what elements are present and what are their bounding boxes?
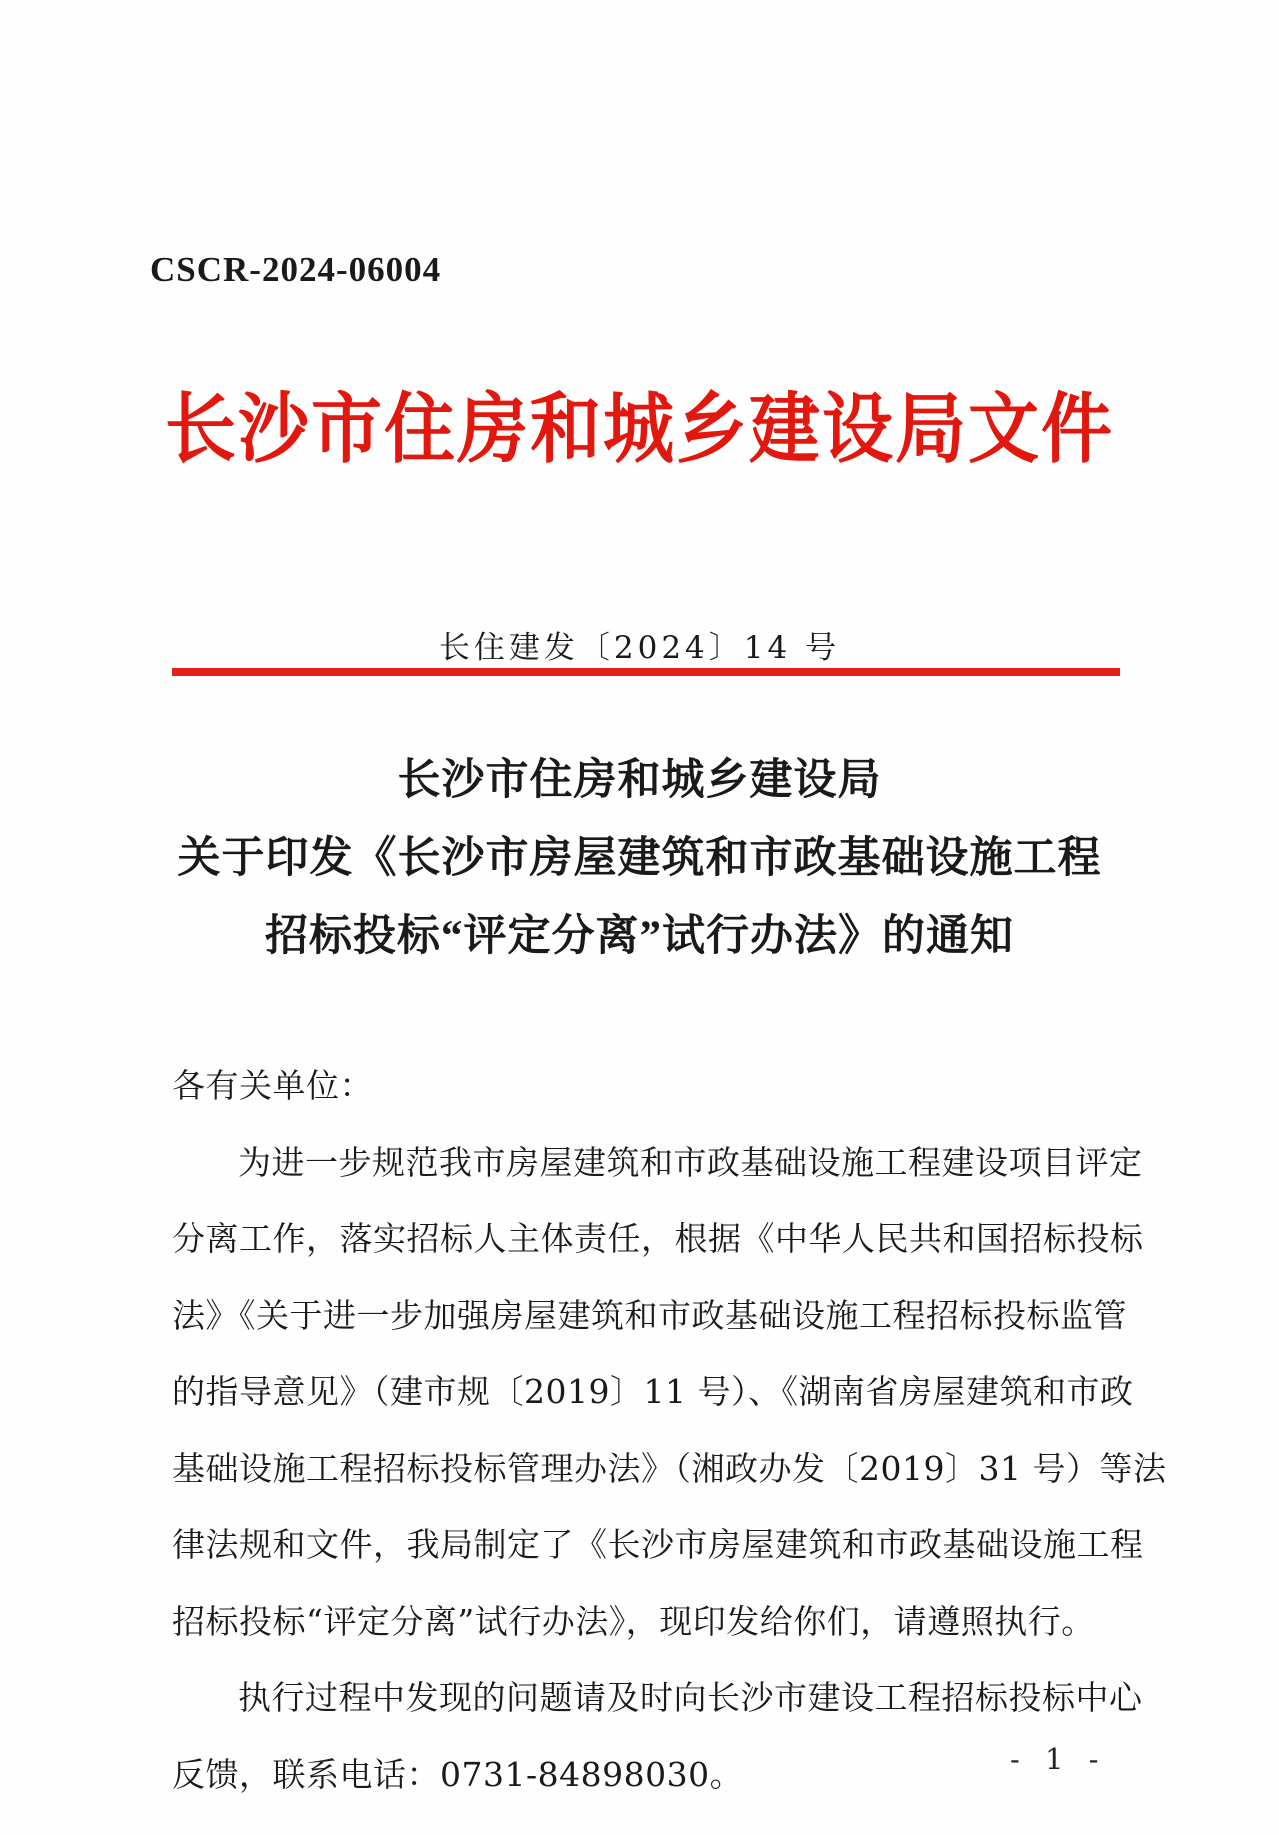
salutation: 各有关单位： [172, 1066, 373, 1105]
document-registration-code: CSCR-2024-06004 [150, 250, 442, 289]
body-line: 基础设施工程招标投标管理办法》（湘政办发〔2019〕31 号）等法 [172, 1448, 1167, 1488]
body-line: 分离工作，落实招标人主体责任，根据《中华人民共和国招标投标 [172, 1219, 1144, 1258]
notice-title-line: 关于印发《长沙市房屋建筑和市政基础设施工程 [177, 835, 1102, 882]
notice-title-line: 长沙市住房和城乡建设局 [397, 757, 882, 804]
body-line: 为进一步规范我市房屋建筑和市政基础设施工程建设项目评定 [238, 1142, 1143, 1182]
body-line: 的指导意见》（建市规〔2019〕11 号）、《湖南省房屋建筑和市政 [172, 1372, 1134, 1411]
notice-title [0, 742, 1279, 976]
body-line: 执行过程中发现的问题请及时向长沙市建设工程招标投标中心 [238, 1678, 1143, 1717]
body-line: 法》《关于进一步加强房屋建筑和市政基础设施工程招标投标监管 [172, 1295, 1127, 1335]
body-line: 律法规和文件，我局制定了《长沙市房屋建筑和市政基础设施工程 [172, 1525, 1144, 1564]
body-line: 反馈，联系电话：0731-84898030。 [172, 1754, 744, 1794]
red-divider-rule [172, 668, 1120, 676]
body-line: 招标投标“评定分离”试行办法》，现印发给你们，请遵照执行。 [172, 1601, 1095, 1641]
page-number: - 1 - [1010, 1742, 1107, 1776]
notice-body [172, 1048, 1167, 1813]
notice-title-line: 招标投标“评定分离”试行办法》的通知 [265, 913, 1014, 960]
agency-banner-title: 长沙市住房和城乡建设局文件 [164, 388, 1114, 473]
document-number: 长住建发〔2024〕14 号 [438, 630, 841, 666]
